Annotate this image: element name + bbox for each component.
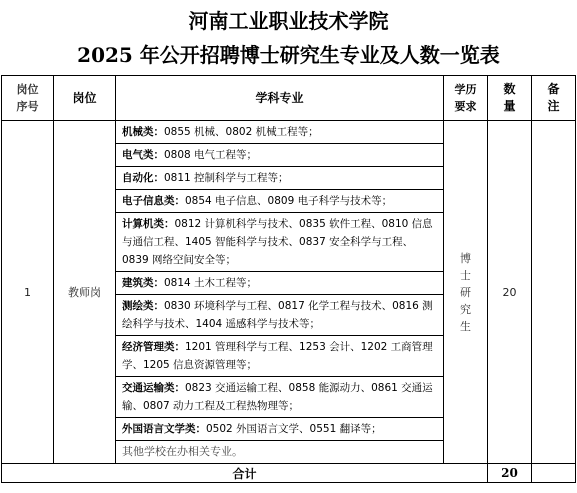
header-remark: 备注 <box>532 76 576 121</box>
subject-cell <box>116 121 444 464</box>
total-count: 20 <box>488 464 532 483</box>
subject-item <box>116 144 443 167</box>
subject-item <box>116 418 443 441</box>
header-count: 数量 <box>488 76 532 121</box>
row-remark <box>532 121 576 464</box>
subject-category: 计算机类： <box>122 218 175 230</box>
subject-detail: 0855 机械、0802 机械工程等； <box>164 126 319 138</box>
subject-detail: 0811 控制科学与工程等； <box>164 172 289 184</box>
subject-item <box>116 167 443 190</box>
subject-category: 外国语言文学类： <box>122 423 206 435</box>
subject-detail: 0808 电气工程等； <box>164 149 258 161</box>
subject-category: 建筑类： <box>122 277 164 289</box>
subject-item <box>116 377 443 418</box>
subject-detail: 0854 电子信息、0809 电子科学与技术等； <box>185 195 393 207</box>
subject-item <box>116 190 443 213</box>
row-education: 博士研究生 <box>444 121 488 464</box>
total-remark <box>532 464 576 483</box>
subject-list <box>116 121 443 463</box>
header-subject: 学科专业 <box>116 76 444 121</box>
subject-detail: 0812 计算机科学与技术、0835 软件工程、0810 信息与通信工程、1405 智能科学与技术、0837 安全科学与工程、0839 网络空间安全等； <box>122 218 433 266</box>
subject-note: 其他学校在办相关专业。 <box>122 445 243 458</box>
row-position: 教师岗 <box>54 121 116 464</box>
subject-detail: 0830 环境科学与工程、0817 化学工程与技术、0816 测绘科学与技术、1404 遥感科学与技术等； <box>122 300 433 330</box>
recruitment-table <box>1 75 576 483</box>
subject-item <box>116 336 443 377</box>
subject-category: 机械类： <box>122 126 164 138</box>
subject-detail: 0502 外国语言文学、0551 翻译等； <box>206 423 382 435</box>
subject-category: 经济管理类： <box>122 341 185 353</box>
subject-item <box>116 213 443 272</box>
table-header-row <box>2 76 576 121</box>
document-subtitle: 2025 年公开招聘博士研究生专业及人数一览表 <box>77 43 500 67</box>
document-title: 河南工业职业技术学院 <box>188 9 389 33</box>
table-row <box>2 121 576 464</box>
total-label: 合计 <box>2 464 488 483</box>
row-count: 20 <box>488 121 532 464</box>
subject-category: 测绘类： <box>122 300 164 312</box>
row-seq: 1 <box>2 121 54 464</box>
subject-detail: 0823 交通运输工程、0858 能源动力、0861 交通运输、0807 动力工程及工程热物理等； <box>122 382 433 412</box>
subject-item <box>116 295 443 336</box>
header-position: 岗位 <box>54 76 116 121</box>
subject-category: 交通运输类： <box>122 382 185 394</box>
subject-category: 电子信息类： <box>122 195 185 207</box>
subject-item <box>116 121 443 144</box>
header-seq: 岗位序号 <box>2 76 54 121</box>
subject-detail: 0814 土木工程等； <box>164 277 258 289</box>
subject-item <box>116 272 443 295</box>
subject-detail: 1201 管理科学与工程、1253 会计、1202 工商管理学、1205 信息资源管理等； <box>122 341 433 371</box>
total-row <box>2 464 576 483</box>
header-education: 学历要求 <box>444 76 488 121</box>
subject-category: 自动化： <box>122 172 164 184</box>
subject-category: 电气类： <box>122 149 164 161</box>
